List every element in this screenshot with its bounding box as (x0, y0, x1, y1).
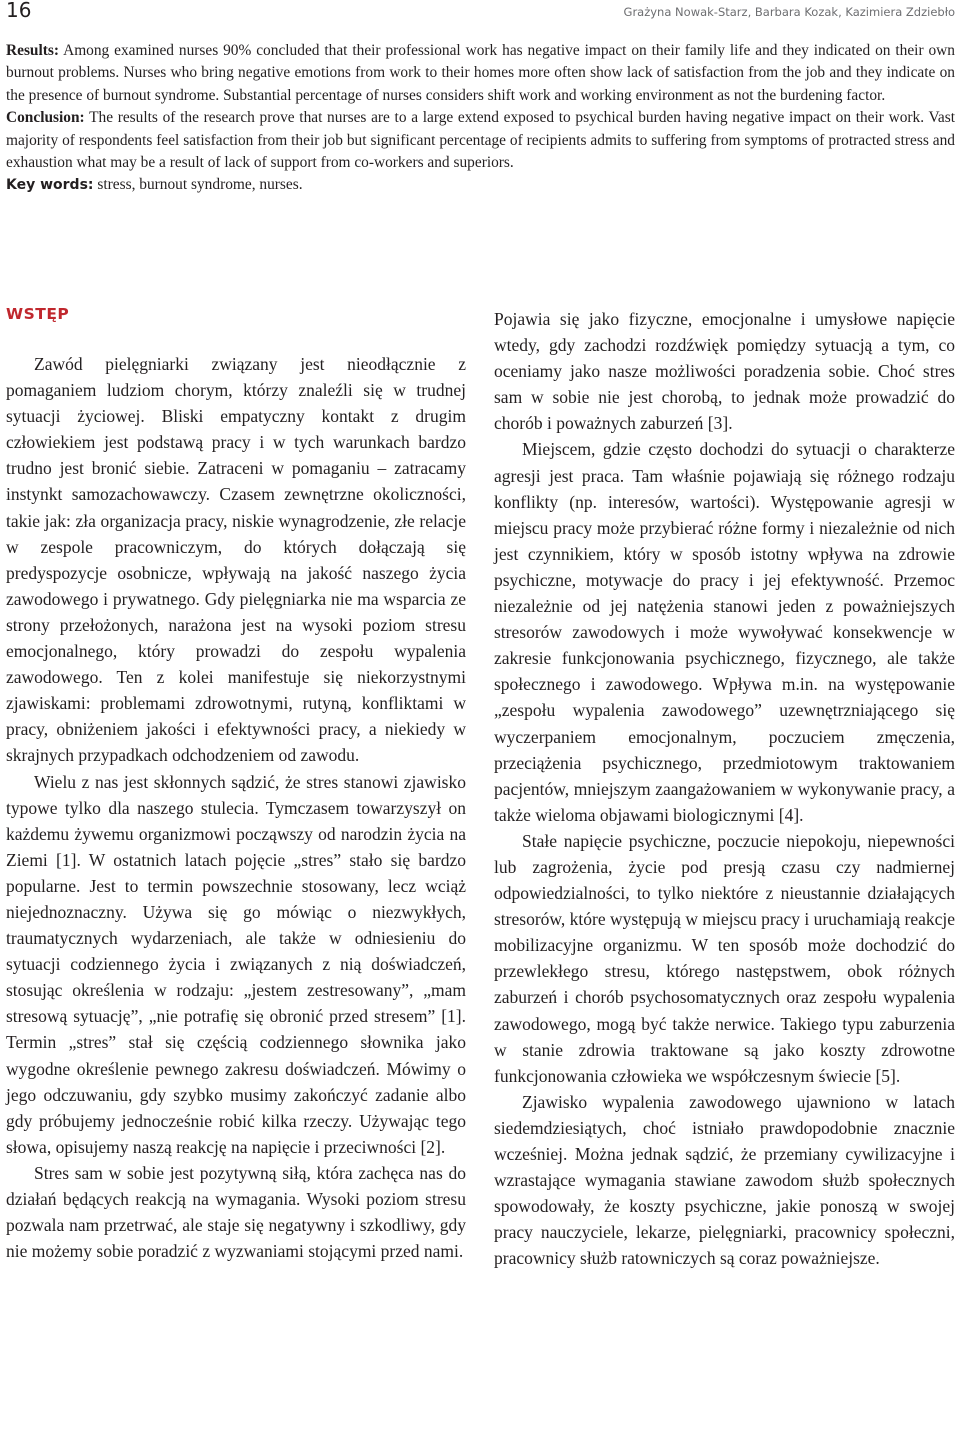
section-heading: WSTĘP (6, 305, 70, 323)
right-column-text (494, 306, 955, 1271)
paragraph: Stałe napięcie psychiczne, poczucie niepokoju, niepewności lub zagrożenia, życie pod presją czasu czy nadmiernej odpowiedzialności, to tylko niektóre z nieustannie działających stresorów, które występują w miejscu pracy i uruchamiają reakcje mobilizacyjne organizmu. W ten sposób może dochodzić do przewlekłego stresu, którego następstwem, obok różnych zaburzeń i chorób psychosomatycznych oraz zespołu wypalenia zawodowego, mogą być także nerwice. Takiego typu zaburzenia w stanie zdrowia traktowane są jako koszty zdrowotne funkcjonowania człowieka we współczesnym świecie [5]. (494, 830, 955, 1086)
keywords-label: Key words: (6, 177, 94, 194)
results-label: Results: (6, 42, 60, 59)
abstract-results (6, 40, 955, 107)
abstract-keywords (6, 174, 955, 196)
paragraph: Miejscem, gdzie często dochodzi do sytuacji o charakterze agresji jest praca. Tam właśnie pojawiają się różnego rodzaju konflikty (np. interesów, wartości). Występowanie agresji w miejscu pracy może przybierać różne formy i niezależnie od nich jest czynnikiem, który w sposób istotny wpływa na zdrowie psychiczne, motywacje do pracy i jej efektywność. Przemoc niezależnie od jej natężenia stanowi jeden z poważniejszych stresorów zawodowych i może wywoływać konsekwencje w zakresie funkcjonowania psychicznego, fizycznego, ale także społecznego i zawodowego. Wpływa m.in. na występowanie „zespołu wypalenia zawodowego” uzewnętrzniającego się wyczerpaniem emocjonalnym, poczuciem zmęczenia, przeciążenia psychicznego, przedmiotowym traktowaniem pacjentów, mniejszym zaangażowaniem w wykonywanie pracy, a także wieloma objawami biologicznymi [4]. (494, 439, 955, 825)
paragraph: Stres sam w sobie jest pozytywną siłą, która zachęca nas do działań będących reakcją na wymagania. Wysoki poziom stresu pozwala nam przetrwać, ale staje się negatywny i szkodliwy, gdy nie możemy sobie poradzić z wyzwaniami stojącymi przed nami. (6, 1162, 466, 1262)
paragraph: Zawód pielęgniarki związany jest nieodłącznie z pomaganiem ludziom chorym, którzy znaleźli się w trudnej sytuacji życiowej. Bliski empatyczny kontakt z drugim człowiekiem jest podstawą pracy i w tych warunkach bardzo trudno jest bronić siebie. Zatraceni w pomaganiu – zatracamy instynkt samozachowawczy. Czasem zewnętrzne okoliczności, takie jak: zła organizacja pracy, niskie wynagrodzenie, złe relacje w zespole pracowniczym, do których dołączają się predyspozycje osobnicze, wpływają na jakość naszego życia zawodowego i prywatnego. Gdy pielęgniarka nie ma wsparcia ze strony przełożonych, narażona jest na wysoki poziom stresu emocjonalnego, który prowadzi do zespołu wypalenia zawodowego. Ten z kolei manifestuje się niekorzystnymi zjawiskami: problemami zdrowotnymi, rutyną, konfliktami w pracy, obniżeniem jakości i efektywności pracy, a niekiedy w skrajnych przypadkach odchodzeniem od zawodu. (6, 354, 466, 766)
conclusion-label: Conclusion: (6, 109, 85, 127)
running-head-authors: Grażyna Nowak-Starz, Barbara Kozak, Kazimiera Zdziebło (623, 5, 955, 19)
keywords-text: stress, burnout syndrome, nurses. (97, 176, 303, 194)
left-column (6, 304, 466, 1264)
paragraph: Pojawia się jako fizyczne, emocjonalne i umysłowe napięcie wtedy, gdy zachodzi rozdźwięk pomiędzy sytuacją a tym, co oceniamy jako nasze możliwości poradzenia sobie. Choć stres sam w sobie nie jest chorobą, to jednak może prowadzić do chorób i poważnych zaburzeń [3]. (494, 309, 955, 434)
abstract-conclusion (6, 107, 955, 174)
page-number: 16 (6, 0, 32, 22)
paragraph: Wielu z nas jest skłonnych sądzić, że stres stanowi zjawisko typowe tylko dla naszego stulecia. Tymczasem towarzyszył on każdemu żywemu organizmowi począwszy od narodzin życia na Ziemi [1]. W ostatnich latach pojęcie „stres” stało się bardzo popularne. Jest to termin powszechnie stosowany, lecz wciąż niejednoznaczny. Używa się go mówiąc o niezwykłych, traumatycznych wydarzeniach, ale także w odniesieniu do sytuacji codziennego życia i związanych z nią doświadczeń, stosując określenia w rodzaju: „jestem zestresowany”, „mam stresową sytuację”, „nie potrafię się obronić przed stresem” [1]. Termin „stres” stał się częścią codziennego słownika jako wygodne określenie pewnego zakresu doświadczeń. Mówimy o jego odczuwaniu, gdy szybko musimy zakończyć zadanie albo gdy próbujemy jednocześnie robić kilka rzeczy. Używając tego słowa, opisujemy naszą reakcję na napięcie i przeciwności [2]. (6, 771, 466, 1157)
page-header (0, 0, 960, 28)
right-column (494, 306, 955, 1271)
paragraph: Zjawisko wypalenia zawodowego ujawniono w latach siedemdziesiątych, choć istniało prawdopodobnie znacznie wcześniej. Można jednak sądzić, że przemiany cywilizacyjne i wzrastające wymagania stawiane zawodom służb społecznych spowodowały, że koszty psychiczne, jakie ponoszą w swojej pracy nauczyciele, lekarze, pielęgniarki, pracownicy społeczni, pracownicy służb ratowniczych są coraz poważniejsze. (494, 1091, 955, 1269)
results-text: Among examined nurses 90% concluded that their professional work has negative impact on their family life and they indicated on their own burnout problems. Nurses who bring negative emotions from work to their homes more often show lack of satisfaction from the job and they indicate on the presence of burnout syndrome. Substantial percentage of nurses considers shift work and working environment as not the burdening factor. (6, 42, 955, 104)
conclusion-text: The results of the research prove that nurses are to a large extend exposed to psychical burden having negative impact on their work. Vast majority of respondents feel satisfaction from their job but significant percentage of recipients admits to suffering from symptoms of protracted stress and exhaustion what may be a result of lack of support from co-workers and superiors. (6, 109, 955, 172)
left-column-text (6, 351, 466, 1264)
abstract (6, 40, 955, 197)
